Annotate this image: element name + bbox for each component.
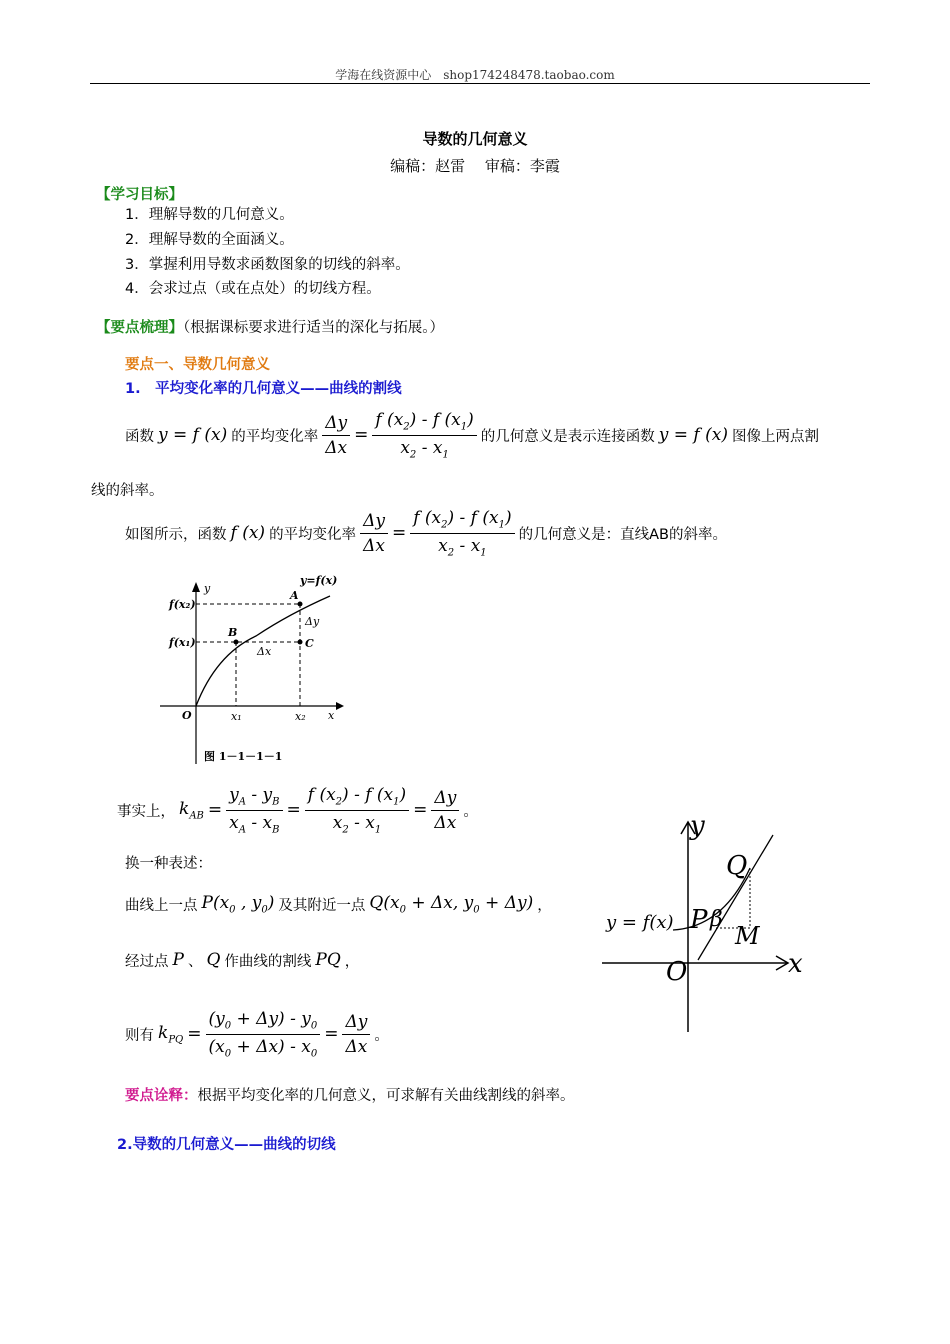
fig1-ylabel: y: [204, 582, 211, 595]
curve-text: ，: [537, 897, 552, 914]
alt-text: 换一种表述：: [125, 856, 212, 872]
fact-line: 事实上， $k_{AB}$ = $\frac{y_A - y_B}{x_A - x_B}$ = $\frac{f (x_2) - f (x_1)}{x_2 - x_1}$ = $\frac{\Delta y}{\Delta x}$ 。: [117, 785, 478, 835]
formula-point-Q: $Q(x_0 + \Delta x$, $y_0 + \Delta y$): [369, 892, 534, 916]
formula-dy-dx: $\frac{\Delta y}{\Delta x}$: [342, 1012, 370, 1057]
then-text: 则有: [125, 1027, 154, 1044]
para1-text: 函数: [125, 428, 154, 445]
formula-dy-dx: $\frac{\Delta y}{\Delta x}$: [431, 788, 459, 833]
fig1-delta-y: Δy: [305, 615, 320, 628]
fact-text: 事实上，: [117, 803, 175, 820]
fig2-origin: O: [666, 957, 688, 987]
curve-text: 及其附近一点: [278, 897, 366, 914]
fig1-curve-label: y=f(x): [300, 574, 338, 587]
fig1-point-C: C: [305, 637, 314, 650]
formula-fx: f (x): [230, 523, 266, 543]
para2-line: 如图所示，函数 f (x) 的平均变化率 $\frac{\Delta y}{\Delta x}$ = $\frac{f (x_2) - f (x_1)}{x_2 - x_1}$ 的几何意义是：直线AB的斜率。: [125, 508, 727, 558]
figure-secant-sketch: [598, 810, 818, 1035]
point1-sub2: 2.导数的几何意义——曲线的切线: [117, 1137, 336, 1153]
formula-kab-coords: $\frac{y_A - y_B}{x_A - x_B}$: [226, 785, 282, 835]
fig1-origin: O: [182, 709, 192, 722]
fact-end: 。: [463, 803, 478, 820]
through-text: ，: [344, 953, 360, 970]
curve-line: [125, 884, 556, 924]
doc-title: 导数的几何意义: [422, 130, 528, 148]
para1-text: 图像上两点割: [732, 428, 819, 445]
header-rule: [90, 83, 870, 84]
fig1-delta-x: Δx: [257, 645, 272, 658]
para1-text-end: 线的斜率。: [91, 483, 164, 499]
fig2-point-P: P: [690, 905, 708, 935]
keypoints-heading: 【要点梳理】: [96, 320, 183, 336]
formula-PQ: PQ: [315, 950, 341, 970]
through-line: [125, 940, 363, 980]
formula-diff-quotient: $\frac{f (x_2) - f (x_1)}{x_2 - x_1}$: [305, 785, 409, 835]
fig1-fx1: f(x₁): [169, 636, 196, 649]
then-line: 则有 $k_{PQ}$ = $\frac{(y_0 + \Delta y) - y_0}{(x_0 + \Delta x) - x_0}$ = $\frac{\Delta y}{\Delta x}$ 。: [125, 1009, 389, 1059]
formula-diff-quotient: $\frac{f (x_2) - f (x_1)}{x_2 - x_1}$: [372, 410, 476, 460]
note-label: 要点诠释：: [125, 1088, 198, 1104]
through-text: 、: [187, 953, 203, 970]
page-header: 学海在线资源中心 shop174248478.taobao.com: [335, 68, 615, 82]
fig2-beta: β: [710, 907, 723, 932]
through-text: 经过点: [125, 953, 169, 970]
fig1-x1: x₁: [231, 710, 242, 723]
fig2-point-Q: Q: [726, 851, 748, 881]
doc-byline: 编稿：赵雷 审稿：李霞: [390, 157, 560, 175]
fig2-function-label: y = f(x): [606, 912, 674, 933]
formula-Q: Q: [206, 950, 221, 970]
note-text: 根据平均变化率的几何意义，可求解有关曲线割线的斜率。: [197, 1088, 575, 1104]
formula-y-fx: y = f (x): [658, 425, 728, 445]
formula-kpq-quotient: $\frac{(y_0 + \Delta y) - y_0}{(x_0 + \Delta x) - x_0}$: [206, 1009, 321, 1059]
formula-P: P: [172, 950, 184, 970]
goal-item: 3．掌握利用导数求函数图象的切线的斜率。: [125, 257, 410, 273]
curve-text: 曲线上一点: [125, 897, 198, 914]
para2-text: 的几何意义是：直线AB的斜率。: [518, 526, 727, 543]
fig1-xlabel: x: [328, 709, 335, 722]
fig1-fx2: f(x₂): [169, 598, 196, 611]
point1-heading: 要点一、导数几何意义: [125, 357, 270, 373]
fig1-point-B: B: [228, 626, 238, 639]
formula-y-fx: y = f (x): [158, 425, 228, 445]
fig1-x2: x₂: [295, 710, 306, 723]
goal-item: 2．理解导数的全面涵义。: [125, 232, 294, 248]
fig2-y-axis-label: y: [690, 811, 705, 841]
keypoints-note: （根据课标要求进行适当的深化与拓展。）: [183, 320, 444, 336]
para1-text: 的几何意义是表示连接函数: [480, 428, 655, 445]
fig1-point-A: A: [290, 589, 299, 602]
formula-kab: $k_{AB}$: [179, 798, 204, 822]
note-line: [125, 1084, 575, 1105]
para1-line: 函数 y = f (x) 的平均变化率 $\frac{\Delta y}{\Delta x}$ = $\frac{f (x_2) - f (x_1)}{x_2 - x_1}$ 的几何意义是表示连接函数 y = f (x) 图像上两点割: [125, 410, 819, 460]
fig1-caption: 图 1－1－1－1: [204, 750, 283, 763]
formula-dy-dx: $\frac{\Delta y}{\Delta x}$: [360, 511, 388, 556]
formula-dy-dx: $\frac{\Delta y}{\Delta x}$: [322, 413, 350, 458]
goal-item: 1．理解导数的几何意义。: [125, 207, 294, 223]
goals-heading: 【学习目标】: [96, 187, 183, 203]
fig2-x-axis-label: x: [788, 949, 803, 979]
formula-point-P: $P(x_0$ , $y_0$): [201, 892, 275, 916]
through-text: 作曲线的割线: [224, 953, 312, 970]
fig2-point-M: M: [735, 922, 760, 950]
goal-item: 4．会求过点（或在点处）的切线方程。: [125, 281, 381, 297]
point1-sub1: 1. 平均变化率的几何意义——曲线的割线: [125, 381, 402, 397]
then-end: 。: [374, 1027, 389, 1044]
para2-text: 的平均变化率: [269, 526, 357, 543]
para1-text: 的平均变化率: [231, 428, 319, 445]
para2-text: 如图所示，函数: [125, 526, 227, 543]
formula-diff-quotient: $\frac{f (x_2) - f (x_1)}{x_2 - x_1}$: [410, 508, 514, 558]
figure-secant-graph: [150, 570, 360, 770]
formula-kpq: $k_{PQ}$: [158, 1022, 184, 1046]
keypoints-line: [96, 316, 444, 337]
